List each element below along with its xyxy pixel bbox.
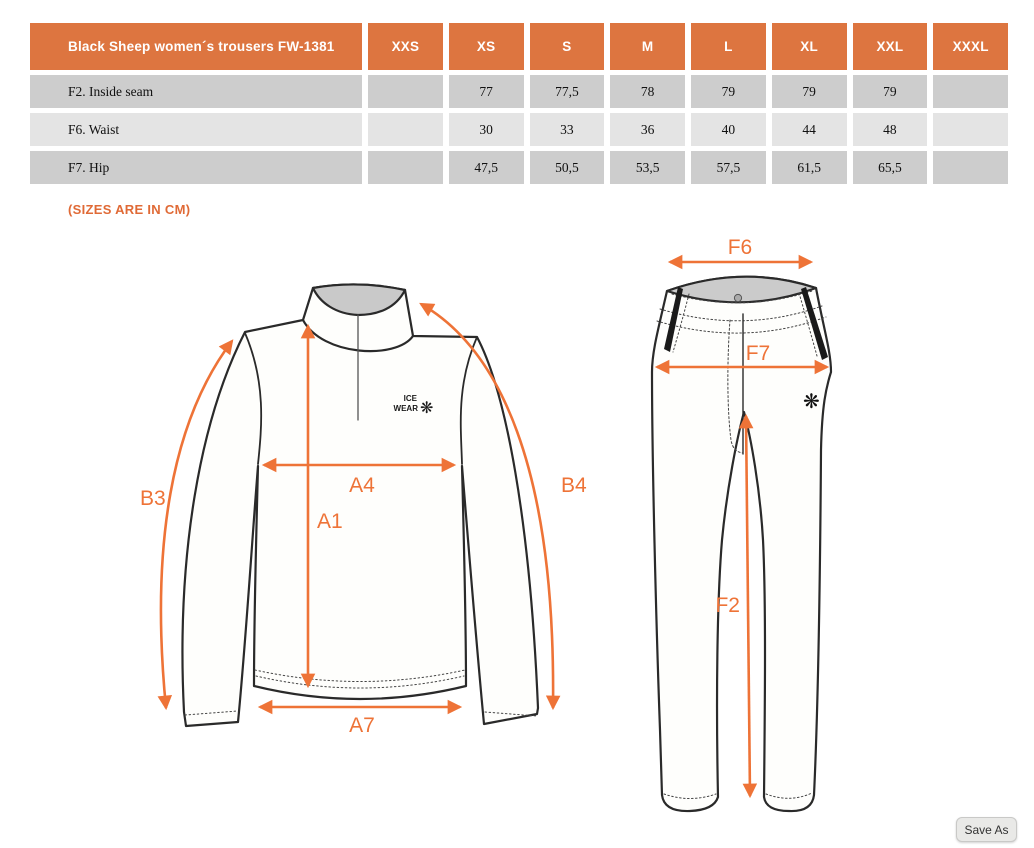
- logo-snowflake-icon: ❋: [420, 400, 434, 417]
- value-cell: 78: [610, 75, 685, 108]
- value-cell: 30: [449, 113, 524, 146]
- label-f6: F6: [727, 236, 753, 259]
- label-f7: F7: [745, 342, 771, 365]
- value-cell: [933, 75, 1008, 108]
- header-cell-s: S: [530, 23, 605, 70]
- sizes-unit-note: (SIZES ARE IN CM): [68, 202, 191, 217]
- value-cell: [933, 113, 1008, 146]
- value-cell: 50,5: [530, 151, 605, 184]
- garment-diagrams: [0, 228, 1034, 848]
- arrow-f2: [746, 416, 750, 796]
- value-cell: 77,5: [530, 75, 605, 108]
- label-a4: A4: [349, 474, 375, 497]
- save-as-button[interactable]: Save As: [956, 817, 1017, 842]
- value-cell: [368, 75, 443, 108]
- value-cell: 79: [691, 75, 766, 108]
- shirt-drawing: [182, 284, 538, 726]
- value-cell: 36: [610, 113, 685, 146]
- logo-ice-text: ICE: [403, 394, 417, 403]
- value-cell: 40: [691, 113, 766, 146]
- header-cell-xxs: XXS: [368, 23, 443, 70]
- size-table: [30, 23, 1008, 184]
- value-cell: 61,5: [772, 151, 847, 184]
- value-cell: 65,5: [853, 151, 928, 184]
- value-cell: [368, 113, 443, 146]
- value-cell: 57,5: [691, 151, 766, 184]
- label-a1: A1: [317, 510, 343, 533]
- label-f2: F2: [715, 594, 740, 617]
- label-b4: B4: [561, 474, 587, 497]
- header-cell-l: L: [691, 23, 766, 70]
- row-label: F6. Waist: [30, 113, 362, 146]
- header-cell-xxxl: XXXL: [933, 23, 1008, 70]
- value-cell: 44: [772, 113, 847, 146]
- trousers-drawing: [652, 277, 831, 811]
- label-a7: A7: [349, 714, 375, 737]
- trousers-snowflake-icon: ❋: [803, 391, 820, 413]
- header-cell-xl: XL: [772, 23, 847, 70]
- label-b3: B3: [140, 487, 166, 510]
- value-cell: 48: [853, 113, 928, 146]
- value-cell: 47,5: [449, 151, 524, 184]
- table-title: Black Sheep women´s trousers FW-1381: [30, 23, 362, 70]
- value-cell: 53,5: [610, 151, 685, 184]
- value-cell: [933, 151, 1008, 184]
- header-cell-xs: XS: [449, 23, 524, 70]
- value-cell: 33: [530, 113, 605, 146]
- logo-wear-text: WEAR: [393, 404, 418, 413]
- row-label: F2. Inside seam: [30, 75, 362, 108]
- row-label: F7. Hip: [30, 151, 362, 184]
- value-cell: 79: [772, 75, 847, 108]
- value-cell: 77: [449, 75, 524, 108]
- value-cell: 79: [853, 75, 928, 108]
- header-cell-xxl: XXL: [853, 23, 928, 70]
- value-cell: [368, 151, 443, 184]
- header-cell-m: M: [610, 23, 685, 70]
- trousers-outline: [652, 277, 831, 811]
- trousers-button: [734, 294, 741, 301]
